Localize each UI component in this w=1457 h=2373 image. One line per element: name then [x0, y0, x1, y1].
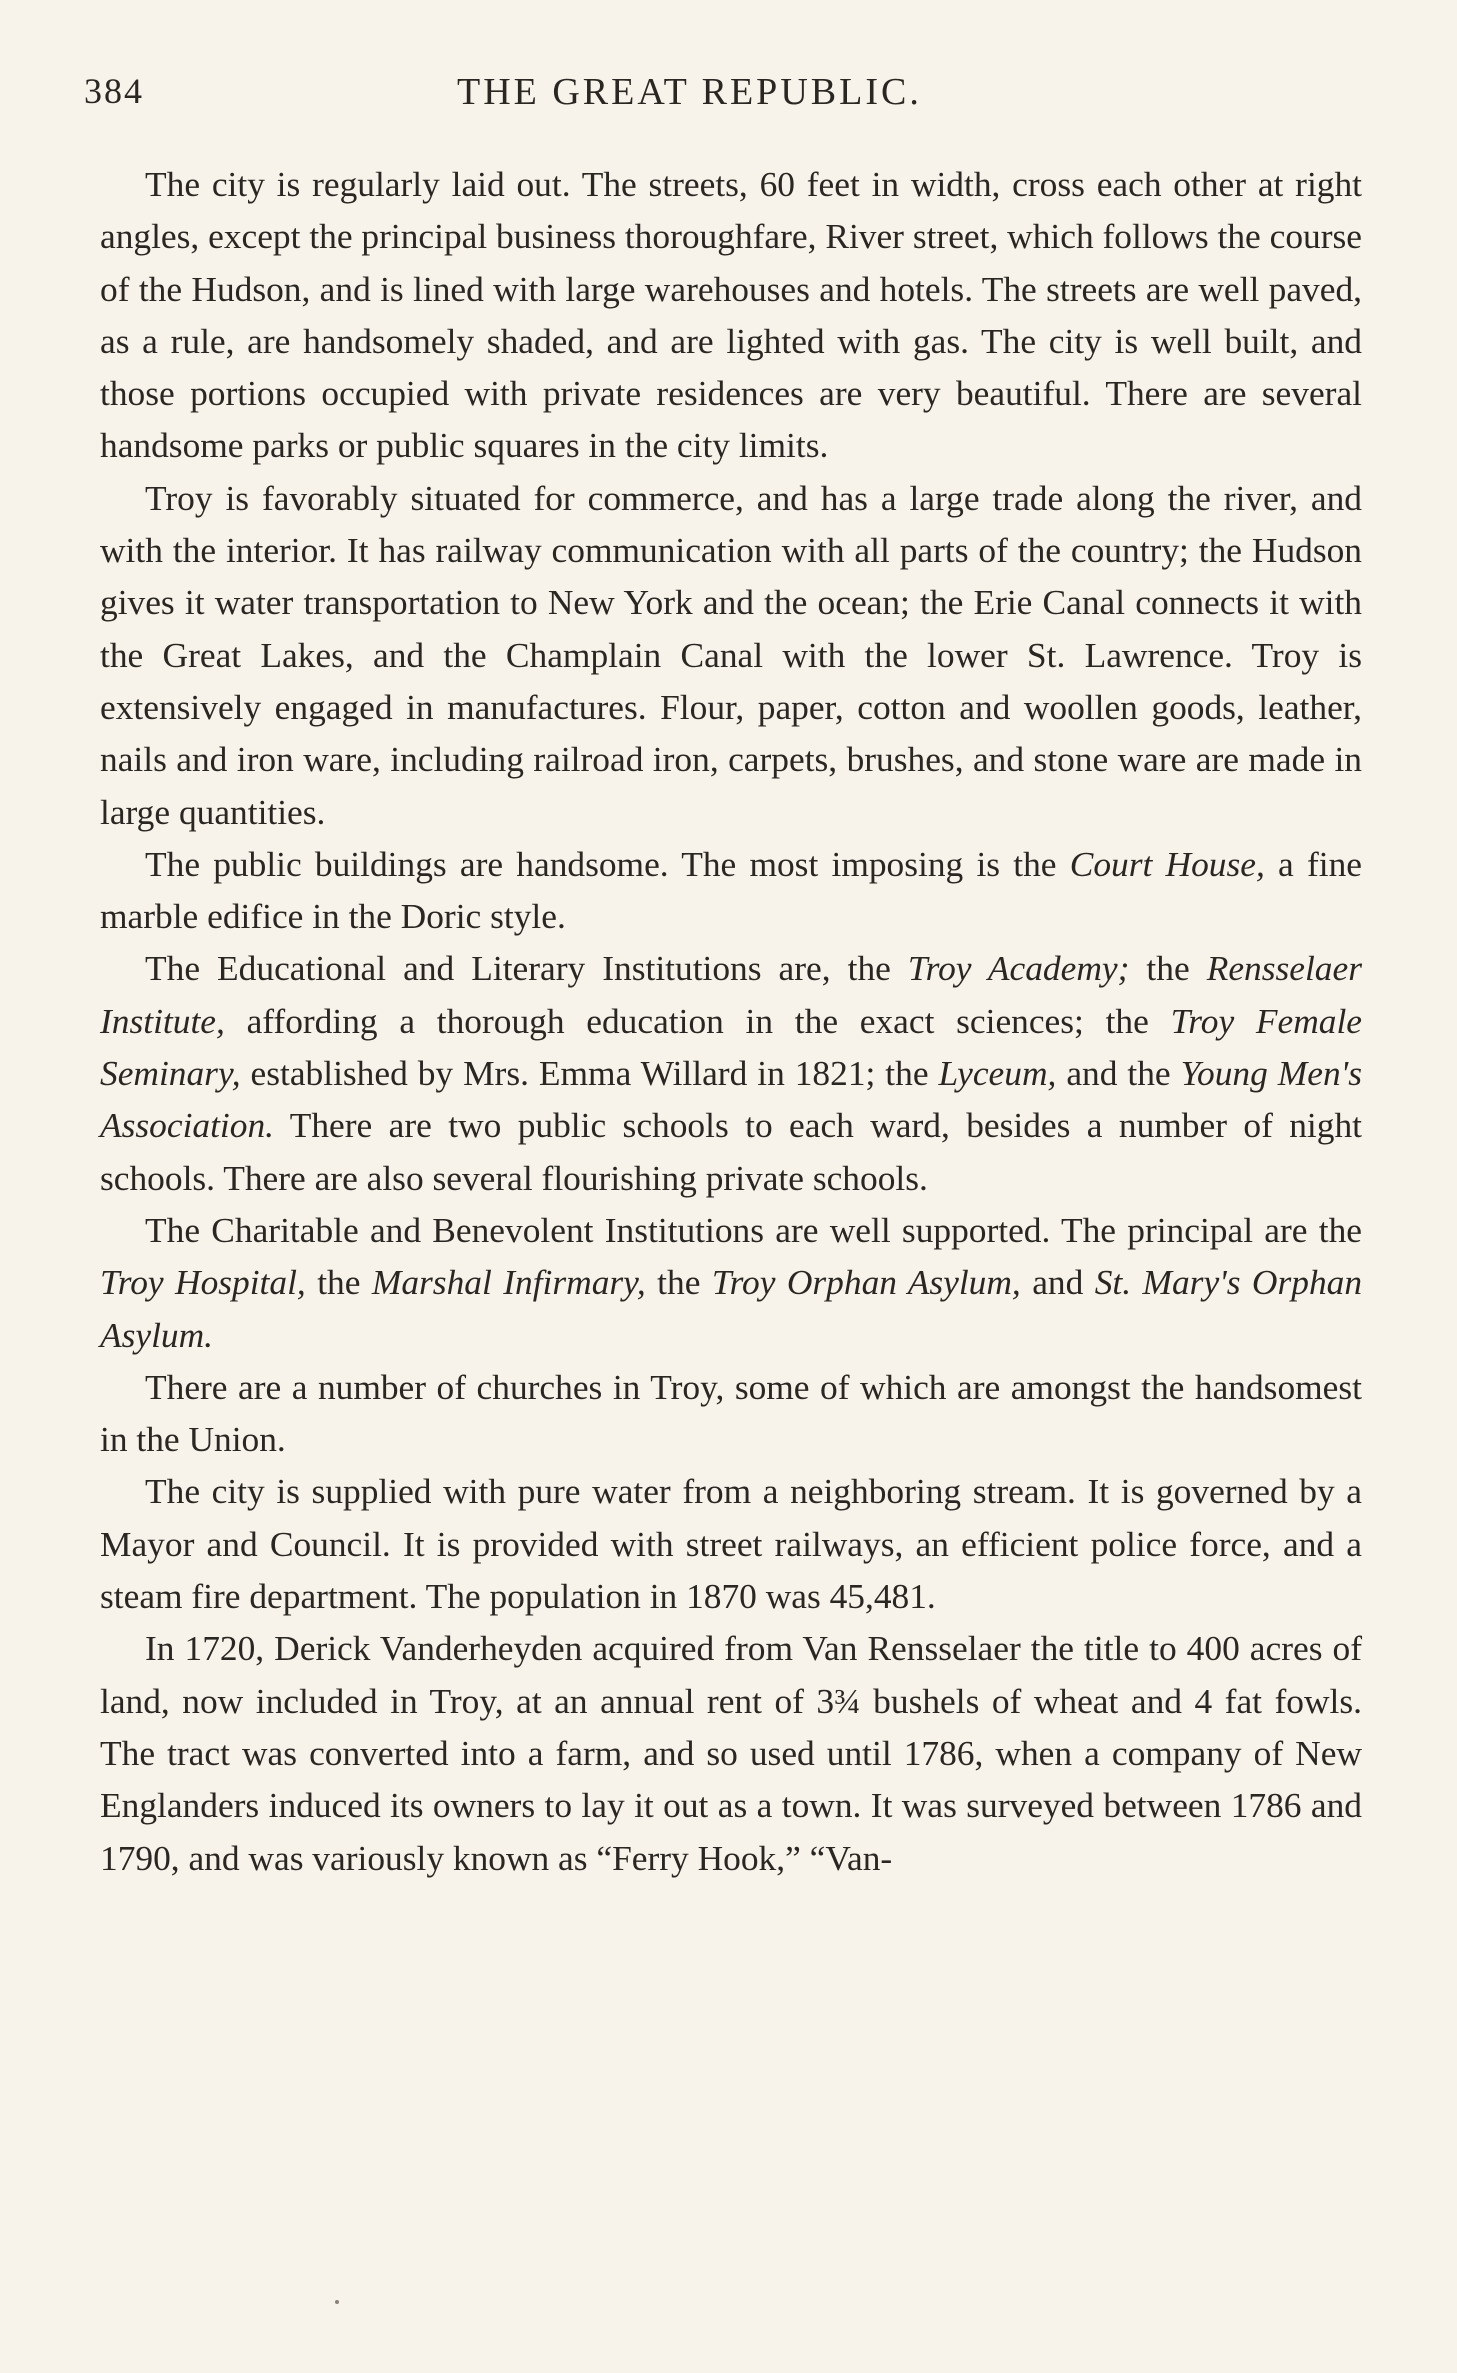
- paragraph: [100, 472, 1362, 838]
- text-run: the: [305, 1262, 372, 1303]
- italic-name: Court House,: [1069, 843, 1265, 884]
- text-run: and: [1020, 1262, 1095, 1303]
- paragraph: [100, 1204, 1362, 1361]
- italic-name: Troy Orphan Asylum,: [711, 1262, 1021, 1303]
- italic-name: Troy Hospital,: [100, 1262, 306, 1303]
- italic-name: Marshal Infirmary,: [371, 1262, 646, 1303]
- italic-name: Troy Academy;: [907, 948, 1130, 989]
- text-run: a fine marble edifice in the Doric style.: [100, 843, 1362, 937]
- text-run: and the: [1056, 1053, 1181, 1094]
- paragraph: [100, 158, 1362, 472]
- print-speck: [335, 2300, 339, 2304]
- text-run: The Charitable and Benevolent Institutions are well supported. The principal are the: [145, 1209, 1362, 1250]
- text-run: There are a number of churches in Troy, some of which are amongst the handsomest in the Union.: [100, 1366, 1362, 1460]
- italic-name: Young Men's Association.: [100, 1053, 1362, 1146]
- page-number: 384: [84, 71, 144, 111]
- paragraph: [100, 1622, 1362, 1883]
- italic-name: Rensselaer Institute,: [100, 948, 1362, 1041]
- text-run: Troy is favorably situated for commerce, and has a large trade along the river, and with the interior. It has railway communication with all parts of the country; the Hudson gives it water transportation to New York and the ocean; the Erie Canal connects it with the Great Lakes, and the Champlain Canal with the lower St. Lawrence. Troy is extensively engaged in manufactures. Flour, paper, cotton and woollen goods, leather, nails and iron ware, including railroad iron, carpets, brushes, and stone ware are made in large quantities.: [100, 477, 1362, 832]
- text-run: The city is regularly laid out. The streets, 60 feet in width, cross each other at right angles, except the principal business thoroughfare, River street, which follows the course of the Hudson, and is lined with large warehouses and hotels. The streets are well paved, as a rule, are handsomely shaded, and are lighted with gas. The city is well built, and those portions occupied with private residences are very beautiful. There are several handsome parks or public squares in the city limits.: [100, 164, 1362, 466]
- running-title: THE GREAT REPUBLIC.: [457, 71, 922, 113]
- text-run: the: [1129, 948, 1207, 989]
- text-run: affording a thorough education in the exact sciences; the: [224, 1000, 1171, 1041]
- running-head: [84, 70, 1362, 130]
- paragraph: [100, 1465, 1362, 1622]
- text-run: established by Mrs. Emma Willard in 1821; the: [240, 1053, 939, 1094]
- paragraph: [100, 942, 1362, 1203]
- body-text: [100, 158, 1362, 1884]
- text-run: The city is supplied with pure water from a neighboring stream. It is governed by a Mayor and Council. It is provided with street railways, an efficient police force, and a steam fire department. The population in 1870 was 45,481.: [100, 1471, 1362, 1617]
- paragraph: [100, 838, 1362, 943]
- book-page: [84, 70, 1363, 1878]
- text-run: There are two public schools to each ward, besides a number of night schools. There are also several flourishing private schools.: [100, 1105, 1362, 1198]
- text-run: the: [645, 1262, 712, 1303]
- text-run: In 1720, Derick Vanderheyden acquired from Van Rensselaer the title to 400 acres of land, now included in Troy, at an annual rent of 3¾ bushels of wheat and 4 fat fowls. The tract was converted into a farm, and so used until 1786, when a company of New Englanders induced its owners to lay it out as a town. It was surveyed between 1786 and 1790, and was variously known as “Ferry Hook,” “Van-: [100, 1628, 1362, 1878]
- italic-name: Troy Female Seminary,: [100, 1000, 1362, 1094]
- italic-name: St. Mary's Orphan Asylum.: [100, 1262, 1363, 1355]
- text-run: The public buildings are handsome. The most imposing is the: [145, 843, 1070, 884]
- paragraph: [100, 1361, 1362, 1466]
- italic-name: Lyceum,: [938, 1053, 1057, 1094]
- text-run: The Educational and Literary Institutions are, the: [145, 948, 908, 989]
